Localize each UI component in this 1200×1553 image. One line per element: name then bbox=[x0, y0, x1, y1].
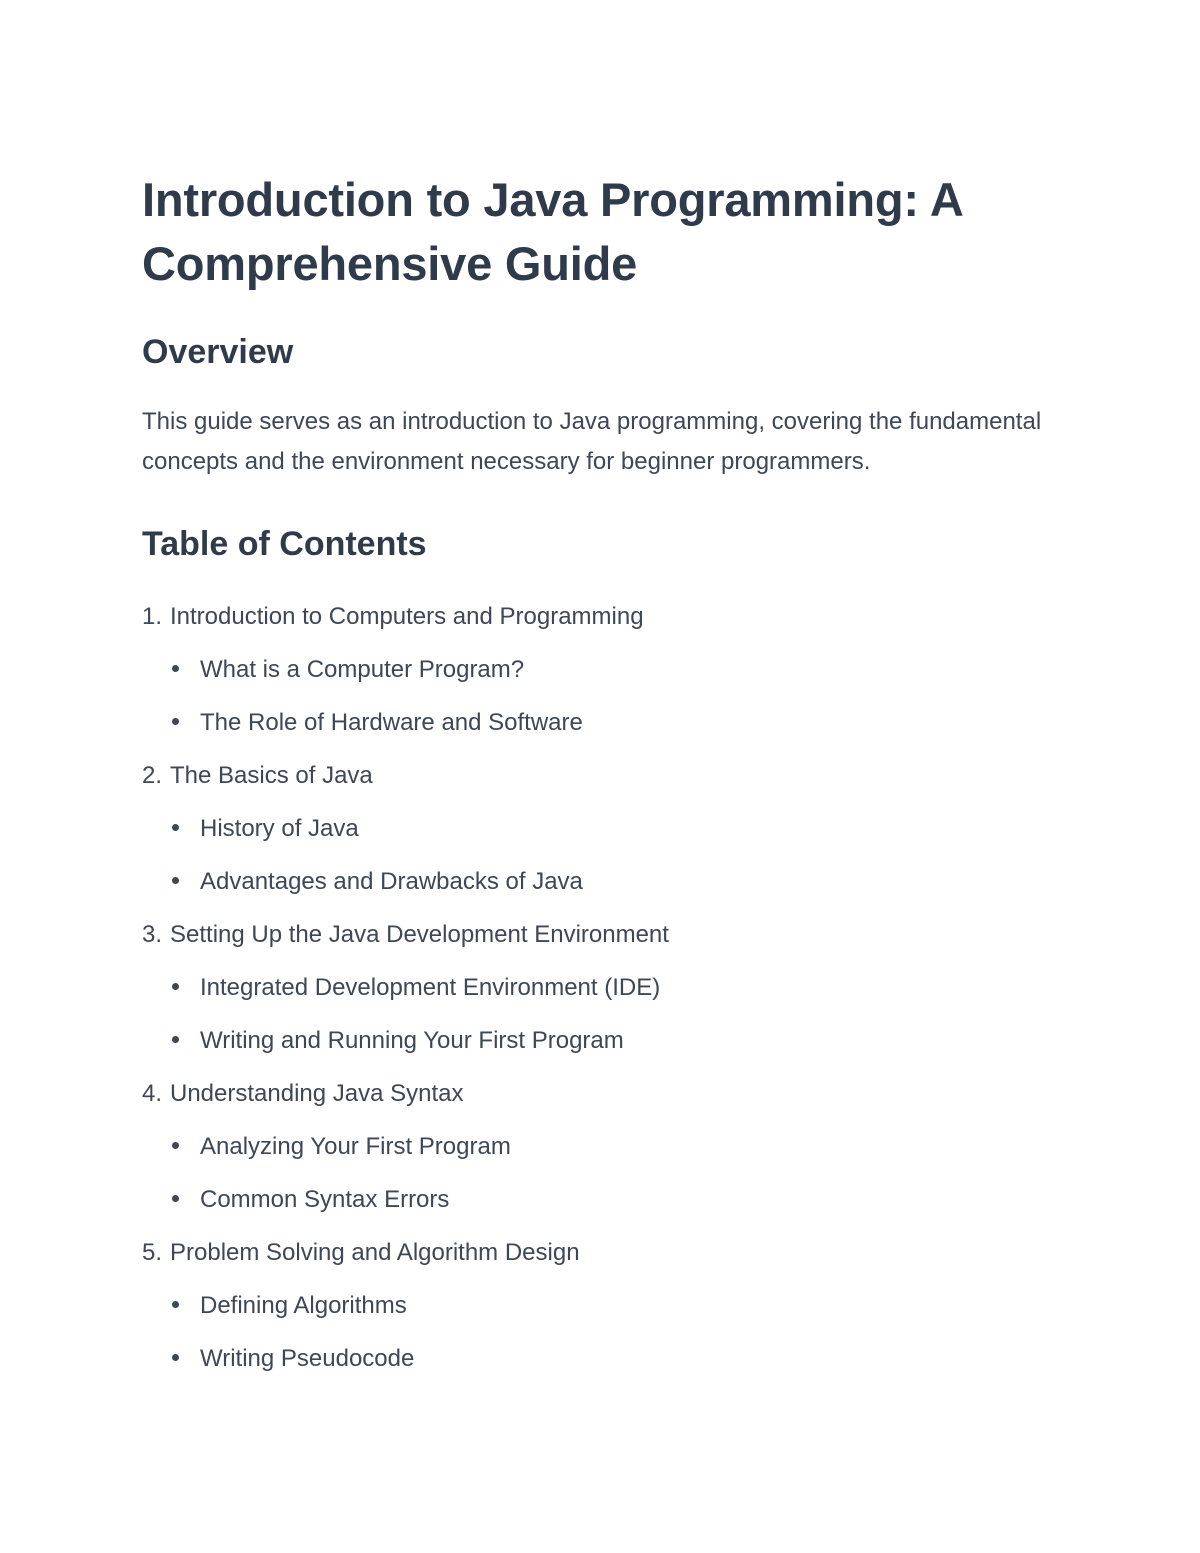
toc-subitem-label: History of Java bbox=[200, 815, 359, 842]
toc-label: Introduction to Computers and Programming bbox=[170, 603, 644, 630]
toc-subitem-label: Defining Algorithms bbox=[200, 1292, 407, 1319]
toc-number: 1. bbox=[142, 603, 163, 630]
toc-sublist bbox=[142, 808, 1060, 914]
toc-entry bbox=[142, 1226, 1060, 1279]
document-title: Introduction to Java Programming: A Comprehensive Guide bbox=[142, 173, 962, 290]
bullet-icon bbox=[172, 1301, 179, 1308]
overview-paragraph: This guide serves as an introduction to Java programming, covering the fundamental concepts and the environment necessary for beginner programmers. bbox=[142, 408, 1042, 475]
toc-label: Understanding Java Syntax bbox=[170, 1080, 464, 1107]
toc-subitem-label: Writing Pseudocode bbox=[200, 1345, 415, 1372]
table-of-contents bbox=[142, 596, 1060, 1391]
toc-sublist bbox=[142, 649, 1060, 755]
toc-item-1 bbox=[142, 596, 1060, 755]
bullet-icon bbox=[172, 1036, 179, 1043]
toc-item-5 bbox=[142, 1232, 1060, 1391]
bullet-icon bbox=[172, 1195, 179, 1202]
bullet-icon bbox=[172, 824, 179, 831]
toc-subitem bbox=[172, 802, 1060, 855]
bullet-icon bbox=[172, 877, 179, 884]
toc-label: The Basics of Java bbox=[170, 762, 373, 789]
toc-subitem-label: The Role of Hardware and Software bbox=[200, 709, 583, 736]
toc-subitem-label: Advantages and Drawbacks of Java bbox=[200, 868, 583, 895]
toc-subitem-label: What is a Computer Program? bbox=[200, 656, 525, 683]
toc-entry bbox=[142, 1067, 1060, 1120]
toc-subitem bbox=[172, 961, 1060, 1014]
bullet-icon bbox=[172, 665, 179, 672]
toc-entry bbox=[142, 908, 1060, 961]
toc-heading: Table of Contents bbox=[142, 525, 427, 563]
toc-sublist bbox=[142, 1285, 1060, 1391]
toc-subitem bbox=[172, 1279, 1060, 1332]
toc-number: 4. bbox=[142, 1080, 163, 1107]
toc-number: 3. bbox=[142, 921, 163, 948]
toc-sublist bbox=[142, 967, 1060, 1073]
bullet-icon bbox=[172, 983, 179, 990]
toc-item-3 bbox=[142, 914, 1060, 1073]
bullet-icon bbox=[172, 1142, 179, 1149]
toc-entry bbox=[142, 749, 1060, 802]
toc-entry bbox=[142, 590, 1060, 643]
toc-subitem bbox=[172, 1120, 1060, 1173]
toc-label: Problem Solving and Algorithm Design bbox=[170, 1239, 580, 1266]
toc-subitem bbox=[172, 643, 1060, 696]
toc-subitem-label: Writing and Running Your First Program bbox=[200, 1027, 624, 1054]
toc-item-4 bbox=[142, 1073, 1060, 1232]
toc-subitem bbox=[172, 696, 1060, 749]
toc-subitem bbox=[172, 1014, 1060, 1067]
toc-subitem-label: Common Syntax Errors bbox=[200, 1186, 450, 1213]
toc-subitem-label: Analyzing Your First Program bbox=[200, 1133, 511, 1160]
toc-subitem bbox=[172, 855, 1060, 908]
bullet-icon bbox=[172, 718, 179, 725]
bullet-icon bbox=[172, 1354, 179, 1361]
toc-subitem bbox=[172, 1173, 1060, 1226]
toc-label: Setting Up the Java Development Environment bbox=[170, 921, 669, 948]
toc-item-2 bbox=[142, 755, 1060, 914]
toc-number: 5. bbox=[142, 1239, 163, 1266]
toc-sublist bbox=[142, 1126, 1060, 1232]
toc-number: 2. bbox=[142, 762, 163, 789]
overview-heading: Overview bbox=[142, 333, 294, 371]
toc-subitem-label: Integrated Development Environment (IDE) bbox=[200, 974, 661, 1001]
toc-subitem bbox=[172, 1332, 1060, 1385]
